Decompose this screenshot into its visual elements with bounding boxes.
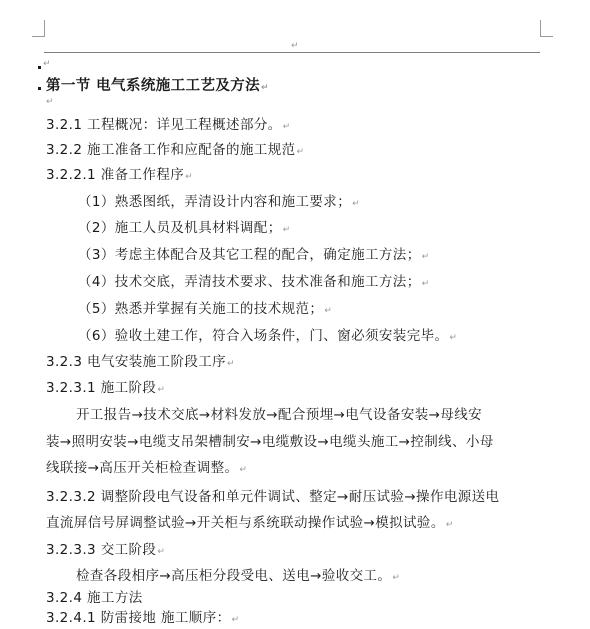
section-heading — [46, 78, 269, 96]
crop-mark-top-right — [540, 20, 553, 37]
text-line: 3.2.3.1 施工阶段↵ — [46, 380, 166, 396]
text-line: 3.2.1 工程概况：详见工程概述部分。↵ — [46, 117, 291, 133]
list-item: （5）熟悉并掌握有关施工的技术规范；↵ — [78, 301, 333, 317]
paragraph-mark: ↵ — [261, 83, 269, 93]
paragraph-mark: ↵ — [46, 97, 54, 107]
text-line: 装→照明安装→电缆支吊架槽制安→电缆敷设→电缆头施工→控制线、小母 — [46, 434, 494, 450]
list-item: （1）熟悉图纸，弄清设计内容和施工要求；↵ — [78, 194, 361, 210]
text-line: 3.2.2 施工准备工作和应配备的施工规范↵ — [46, 142, 305, 158]
text-line: 检查各段相序→高压柜分段受电、送电→验收交工。↵ — [76, 568, 401, 584]
text-line: 3.2.3 电气安装施工阶段工序↵ — [46, 354, 235, 370]
text-line: 3.2.2.1 准备工作程序↵ — [46, 167, 194, 183]
header-rule — [44, 52, 540, 53]
text-line: 3.2.4.1 防雷接地 施工顺序：↵ — [46, 610, 240, 626]
paragraph-mark: ↵ — [43, 59, 51, 69]
crop-mark-top-left — [32, 20, 45, 37]
text-line: 开工报告→技术交底→材料发放→配合预埋→电气设备安装→母线安 — [76, 407, 483, 423]
text-line: 直流屏信号屏调整试验→开关柜与系统联动操作试验→模拟试验。↵ — [46, 515, 454, 531]
text-line: 线联接→高压开关柜检查调整。↵ — [46, 460, 248, 476]
list-item: （2）施工人员及机具材料调配；↵ — [78, 220, 291, 236]
list-item: （6）验收土建工作，符合入场条件，门、窗必须安装完毕。↵ — [78, 328, 458, 344]
bullet-marker — [38, 66, 41, 69]
list-item: （3）考虑主体配合及其它工程的配合，确定施工方法；↵ — [78, 247, 430, 263]
heading-bullet — [38, 87, 41, 90]
header-paragraph-mark: ↵ — [291, 41, 299, 51]
text-line: 3.2.4 施工方法 — [46, 590, 143, 606]
section-heading-text: 第一节 电气系统施工工艺及方法 — [46, 78, 261, 94]
text-line: 3.2.3.3 交工阶段↵ — [46, 542, 166, 558]
text-line: 3.2.3.2 调整阶段电气设备和单元件调试、整定→耐压试验→操作电源送电 — [46, 489, 500, 505]
list-item: （4）技术交底，弄清技术要求、技术准备和施工方法；↵ — [78, 274, 430, 290]
